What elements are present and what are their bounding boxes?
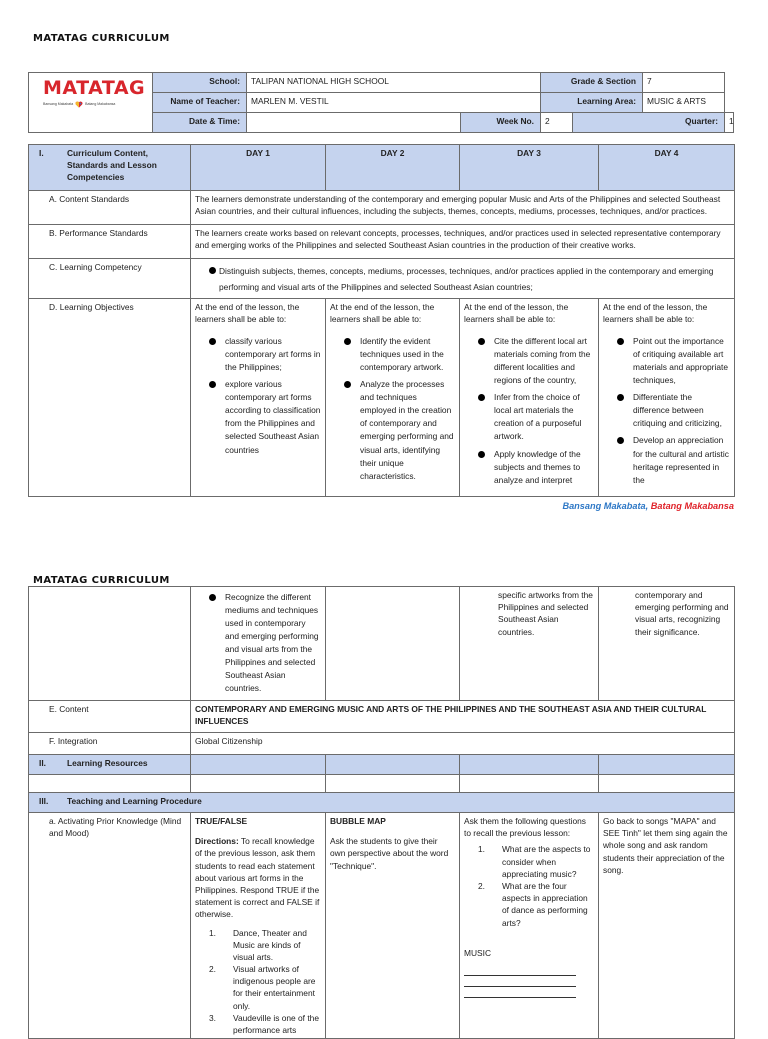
content-standards-label: A. Content Standards [29, 191, 191, 225]
activity-day-1: TRUE/FALSE Directions: To recall knowledge of the previous lesson, ask them students to read each statement about various art forms in the Philippines. Respond TRUE if the statement is correct and FALSE if otherwise. 1. Dance, Theater and Music are kinds of visual arts. 2. Visual artworks of indigenous people are for their entertainment only. 3. Vaudeville is one of the performance arts [191, 813, 326, 1039]
objectives-day-1: At the end of the lesson, the learners shall be able to: classify various contemporary art forms in the Philippines; explore various contemporary art forms according to classification from the Philippines and selected Southeast Asian countries [191, 299, 326, 497]
page-2-header: MATATAG CURRICULUM [33, 575, 170, 586]
content-label: E. Content [29, 701, 191, 733]
page-header: MATATAG CURRICULUM [33, 33, 170, 44]
objective-item: Develop an appreciation for the cultural and artistic heritage represented in the [603, 434, 730, 486]
question-item: What are the four aspects in appreciation of dance as performing arts? [502, 880, 588, 928]
music-label: MUSIC [464, 947, 491, 958]
school-value: TALIPAN NATIONAL HIGH SCHOOL [247, 73, 541, 93]
true-false-item: Dance, Theater and Music are kinds of visual arts. [233, 927, 307, 962]
quarter-label: Quarter: [573, 113, 725, 133]
objective-item: Apply knowledge of the subjects and themes to analyze and interpret [464, 448, 594, 487]
day-4-header: DAY 4 [599, 145, 735, 191]
footer-slogan: Bansang Makabata, Batang Makabansa [562, 501, 734, 511]
true-false-item: Vaudeville is one of the performance arts [233, 1012, 319, 1035]
learning-area-label: Learning Area: [541, 93, 643, 113]
lesson-plan-table-continued [28, 586, 735, 1039]
day-2-header: DAY 2 [326, 145, 460, 191]
objectives-day-3: At the end of the lesson, the learners shall be able to: Cite the different local art materials coming from the different localities and regions of the country, Infer from the choice of local art materials the creation of a purposeful artwork. Apply knowledge of the subjects and themes to analyze and interpret [460, 299, 599, 497]
teacher-value: MARLEN M. VESTIL [247, 93, 541, 113]
quarter-value: 1 [725, 113, 734, 133]
grade-value: 7 [643, 73, 725, 93]
performance-standards-label: B. Performance Standards [29, 225, 191, 259]
learning-competency-cell [191, 259, 735, 299]
activity-day-3: Ask them the following questions to recall the previous lesson: 1. What are the aspects to consider when appreciating music? 2. What are the four aspects in appreciation of dance as performing arts? MUSIC [460, 813, 599, 1039]
answer-line [464, 987, 576, 998]
teacher-label: Name of Teacher: [153, 93, 247, 113]
grade-label: Grade & Section [541, 73, 643, 93]
day-3-header: DAY 3 [460, 145, 599, 191]
heart-icon [75, 101, 83, 108]
question-item: What are the aspects to consider when appreciating music? [502, 844, 591, 879]
continued-day-3: specific artworks from the Philippines and selected Southeast Asian countries. [460, 587, 599, 701]
section-2-header: II. Learning Resources [29, 755, 191, 775]
week-value: 2 [541, 113, 573, 133]
true-false-item: Visual artworks of indigenous people are for their entertainment only. [233, 964, 316, 1011]
answer-line [464, 976, 576, 987]
objective-item: Analyze the processes and techniques employed in the creation of contemporary and emerging performing and visual arts, identifying their unique characteristics. [330, 378, 455, 482]
integration-value: Global Citizenship [191, 733, 735, 755]
objective-item: explore various contemporary art forms according to classification from the Philippines and selected Southeast Asian countries [195, 378, 321, 456]
learning-objectives-label: D. Learning Objectives [29, 299, 191, 497]
objective-item: Cite the different local art materials coming from the different localities and regions of the country, [464, 335, 594, 387]
objective-item: Point out the importance of critiquing available art materials and appropriate techniques, [603, 335, 730, 387]
continued-day-4: contemporary and emerging performing and visual arts, recognizing their significance. [599, 587, 735, 701]
info-table [28, 72, 734, 133]
objective-item: classify various contemporary art forms in the Philippines; [195, 335, 321, 374]
objective-item: Differentiate the difference between critiquing and criticizing, [603, 391, 730, 430]
date-label: Date & Time: [153, 113, 247, 133]
week-label: Week No. [461, 113, 541, 133]
learning-competency-text: Distinguish subjects, themes, concepts, mediums, processes, techniques, and/or practices applied in the contemporary and emerging performing and visual arts of the Philippines and selected Southeast Asian countries; [195, 264, 730, 296]
lesson-plan-table [28, 144, 735, 497]
content-standards-text: The learners demonstrate understanding of the contemporary and emerging popular Music and Arts of the Philippines and selected Southeast Asian countries, and their cultural influences, including the subjects, themes, concepts, mediums, processes, techniques, and/or practices. [191, 191, 735, 225]
activity-day-4: Go back to songs "MAPA" and SEE Tinh" let them sing again the whole song and ask random students their appreciation of the song. [599, 813, 735, 1039]
objective-item: Identify the evident techniques used in the contemporary artwork. [330, 335, 455, 374]
date-value [247, 113, 461, 133]
objectives-day-2: At the end of the lesson, the learners shall be able to: Identify the evident techniques used in the contemporary artwork. Analyze the processes and techniques employed in the creation of contemporary and emerging performing and visual arts, identifying their unique characteristics. [326, 299, 460, 497]
learning-area-value: MUSIC & ARTS [643, 93, 725, 113]
objective-item: Infer from the choice of local art materials the creation of a purposeful artwork. [464, 391, 594, 443]
section-1-header: I. Curriculum Content, Standards and Lesson Competencies [29, 145, 191, 191]
content-value: CONTEMPORARY AND EMERGING MUSIC AND ARTS OF THE PHILIPPINES AND THE SOUTHEAST ASIA AND THEIR CULTURAL INFLUENCES [191, 701, 735, 733]
logo-text: MATATAG [43, 77, 146, 99]
section-3-header: III. Teaching and Learning Procedure [29, 793, 735, 813]
continued-day-1 [191, 587, 326, 701]
activity-day-2: BUBBLE MAP Ask the students to give their own perspective about the word "Technique". [326, 813, 460, 1039]
answer-line [464, 965, 576, 976]
performance-standards-text: The learners create works based on relevant concepts, processes, techniques, and/or practices used in selected representative contemporary and emerging works of the Philippines and selected Southeast Asian countries in the production of their creative works. [191, 225, 735, 259]
activating-prior-knowledge-label: a. Activating Prior Knowledge (Mind and Mood) [29, 813, 191, 1039]
objectives-day-4: At the end of the lesson, the learners shall be able to: Point out the importance of critiquing available art materials and appropriate techniques, Differentiate the difference between critiquing and criticizing, Develop an appreciation for the cultural and artistic heritage represented in the [599, 299, 735, 497]
day-1-header: DAY 1 [191, 145, 326, 191]
matatag-logo [29, 73, 153, 133]
objective-item: Recognize the different mediums and techniques used in contemporary and emerging performing and visual arts from the Philippines and selected Southeast Asian countries. [195, 591, 321, 695]
logo-slogan: Bansang Makabata Batang Makabansa [43, 101, 148, 108]
learning-competency-label: C. Learning Competency [29, 259, 191, 299]
integration-label: F. Integration [29, 733, 191, 755]
school-label: School: [153, 73, 247, 93]
